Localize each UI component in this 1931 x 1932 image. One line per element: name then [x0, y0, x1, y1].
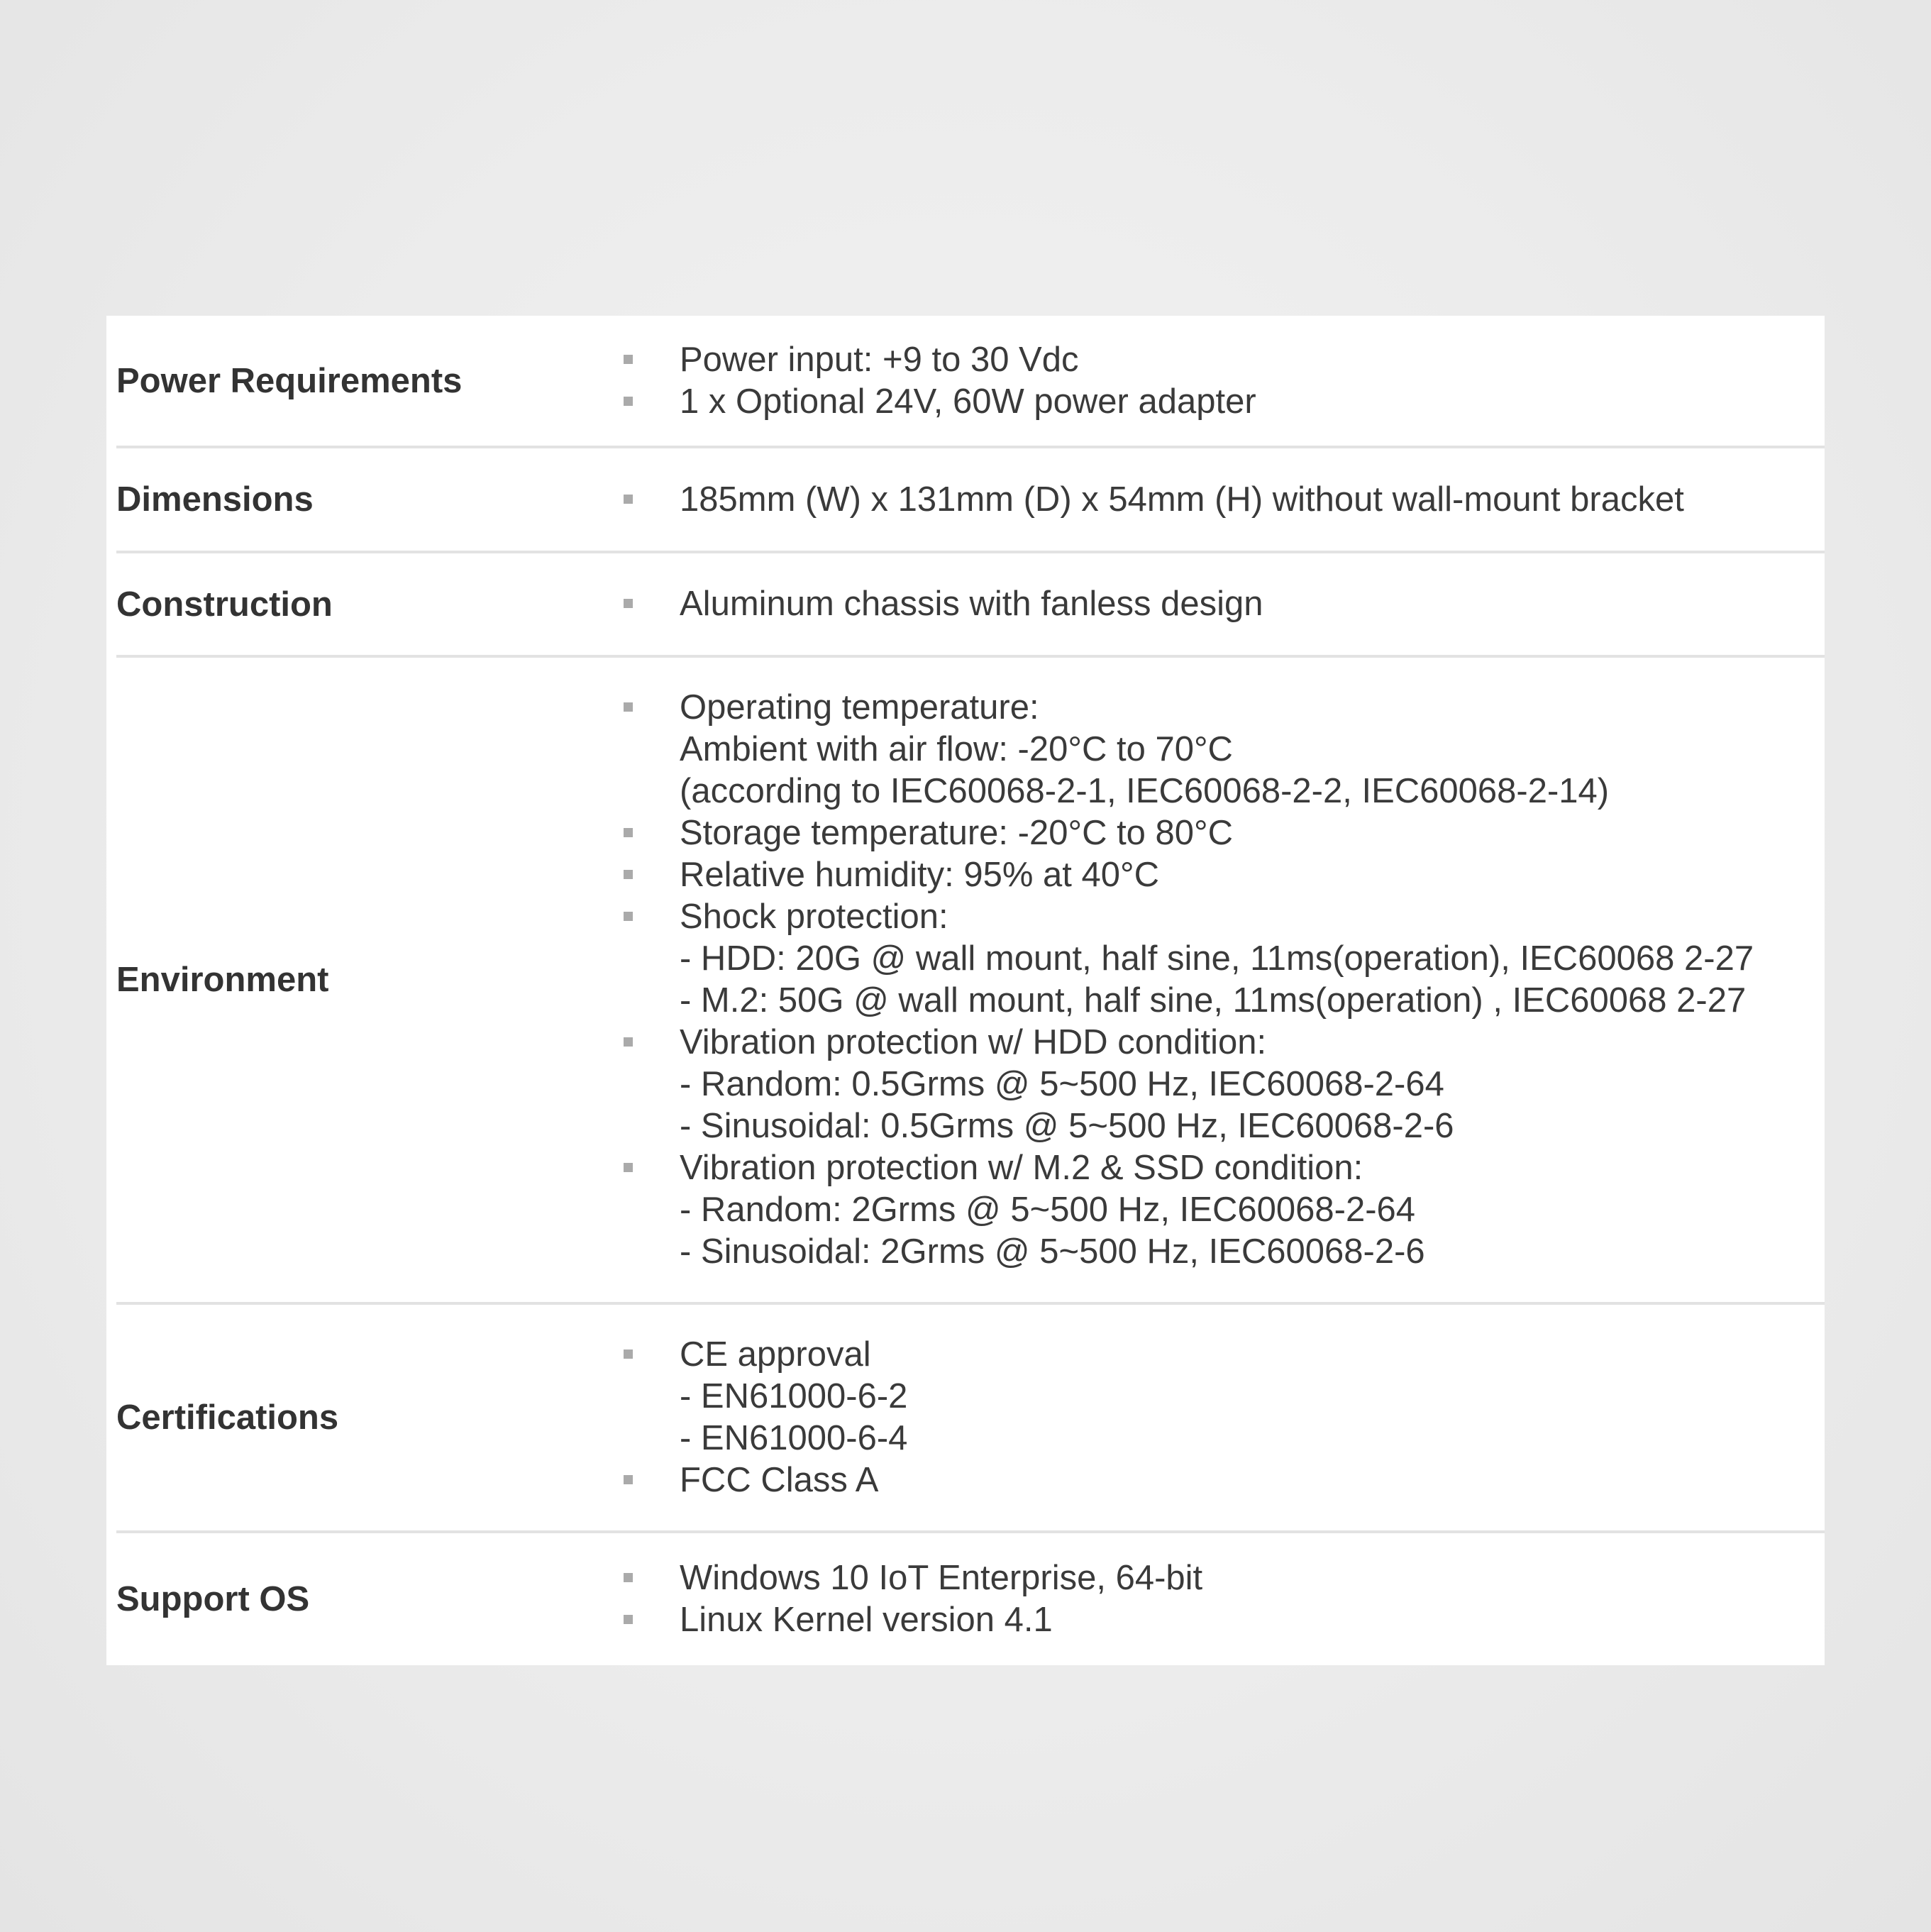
- spec-value-line: - Random: 0.5Grms @ 5~500 Hz, IEC60068-2-64: [680, 1065, 1444, 1103]
- list-item: [624, 1599, 1825, 1641]
- spec-value-line: Vibration protection w/ M.2 & SSD condition:: [680, 1149, 1363, 1187]
- spec-value-line: - M.2: 50G @ wall mount, half sine, 11ms(operation) , IEC60068 2-27: [680, 981, 1747, 1020]
- square-bullet-icon: [624, 1037, 633, 1047]
- spec-value-line: FCC Class A: [680, 1461, 879, 1499]
- spec-values: [624, 1305, 1825, 1530]
- spec-label: Dimensions: [116, 480, 314, 519]
- spec-value-line: - Sinusoidal: 2Grms @ 5~500 Hz, IEC60068-2-6: [680, 1232, 1425, 1271]
- list-item: [624, 479, 1825, 521]
- list-item: [624, 1022, 1825, 1147]
- square-bullet-icon: [624, 1615, 633, 1624]
- square-bullet-icon: [624, 828, 633, 837]
- spec-values: [624, 448, 1825, 551]
- spec-row: [116, 658, 1825, 1305]
- spec-value-line: Relative humidity: 95% at 40°C: [680, 856, 1159, 894]
- square-bullet-icon: [624, 599, 633, 608]
- square-bullet-icon: [624, 870, 633, 879]
- spec-value-line: - EN61000-6-4: [680, 1419, 908, 1457]
- spec-values: [624, 658, 1825, 1302]
- list-item: [624, 339, 1825, 381]
- spec-values: [624, 553, 1825, 655]
- spec-value-line: - EN61000-6-2: [680, 1377, 908, 1415]
- spec-row: [116, 1305, 1825, 1533]
- spec-label: Power Requirements: [116, 361, 463, 400]
- spec-values: [624, 1533, 1825, 1665]
- spec-label: Construction: [116, 585, 333, 624]
- spec-row: [116, 316, 1825, 448]
- square-bullet-icon: [624, 495, 633, 504]
- spec-value-line: 185mm (W) x 131mm (D) x 54mm (H) without wall-mount bracket: [680, 480, 1684, 519]
- square-bullet-icon: [624, 397, 633, 406]
- list-item: [624, 583, 1825, 625]
- list-item: [624, 1147, 1825, 1273]
- list-item: [624, 854, 1825, 896]
- square-bullet-icon: [624, 1475, 633, 1484]
- spec-value-line: Vibration protection w/ HDD condition:: [680, 1023, 1267, 1061]
- square-bullet-icon: [624, 1163, 633, 1172]
- list-item: [624, 381, 1825, 423]
- square-bullet-icon: [624, 1349, 633, 1359]
- spec-row: [116, 448, 1825, 553]
- spec-value-line: Aluminum chassis with fanless design: [680, 585, 1263, 623]
- spec-row: [116, 1533, 1825, 1665]
- spec-value-line: Windows 10 IoT Enterprise, 64-bit: [680, 1559, 1203, 1597]
- spec-value-line: Power input: +9 to 30 Vdc: [680, 340, 1079, 379]
- spec-value-line: - HDD: 20G @ wall mount, half sine, 11ms(operation), IEC60068 2-27: [680, 939, 1754, 978]
- square-bullet-icon: [624, 1573, 633, 1582]
- spec-label: Environment: [116, 961, 329, 999]
- spec-values: [624, 316, 1825, 446]
- spec-row: [116, 553, 1825, 658]
- spec-table: [106, 316, 1825, 1665]
- spec-value-line: Operating temperature:: [680, 688, 1039, 727]
- square-bullet-icon: [624, 912, 633, 921]
- spec-value-line: Linux Kernel version 4.1: [680, 1601, 1053, 1639]
- spec-value-line: - Sinusoidal: 0.5Grms @ 5~500 Hz, IEC60068-2-6: [680, 1107, 1454, 1145]
- spec-value-line: - Random: 2Grms @ 5~500 Hz, IEC60068-2-64: [680, 1191, 1416, 1229]
- list-item: [624, 1459, 1825, 1501]
- list-item: [624, 1334, 1825, 1459]
- spec-value-line: (according to IEC60068-2-1, IEC60068-2-2, IEC60068-2-14): [680, 772, 1610, 810]
- list-item: [624, 896, 1825, 1022]
- spec-value-line: Storage temperature: -20°C to 80°C: [680, 814, 1234, 852]
- square-bullet-icon: [624, 702, 633, 712]
- list-item: [624, 687, 1825, 812]
- square-bullet-icon: [624, 355, 633, 364]
- spec-label: Certifications: [116, 1398, 339, 1437]
- list-item: [624, 1557, 1825, 1599]
- spec-value-line: CE approval: [680, 1335, 871, 1374]
- list-item: [624, 812, 1825, 854]
- spec-value-line: Ambient with air flow: -20°C to 70°C: [680, 730, 1233, 768]
- spec-value-line: Shock protection:: [680, 898, 948, 936]
- spec-label: Support OS: [116, 1580, 310, 1618]
- spec-value-line: 1 x Optional 24V, 60W power adapter: [680, 382, 1256, 421]
